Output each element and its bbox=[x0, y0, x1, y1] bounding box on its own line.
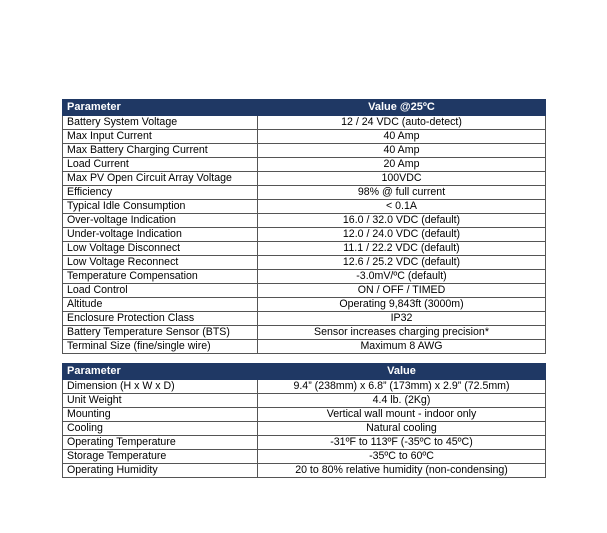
parameter-cell: Max Battery Charging Current bbox=[63, 144, 258, 158]
table-row bbox=[63, 200, 546, 214]
parameter-cell: Dimension (H x W x D) bbox=[63, 380, 258, 394]
value-cell: Maximum 8 AWG bbox=[258, 340, 546, 354]
value-cell: < 0.1A bbox=[258, 200, 546, 214]
table-row bbox=[63, 464, 546, 478]
parameter-cell: Max Input Current bbox=[63, 130, 258, 144]
parameter-cell: Battery Temperature Sensor (BTS) bbox=[63, 326, 258, 340]
value-cell: 11.1 / 22.2 VDC (default) bbox=[258, 242, 546, 256]
table-row bbox=[63, 380, 546, 394]
value-cell: 40 Amp bbox=[258, 130, 546, 144]
parameter-cell: Low Voltage Reconnect bbox=[63, 256, 258, 270]
value-cell: 12.0 / 24.0 VDC (default) bbox=[258, 228, 546, 242]
parameter-cell: Terminal Size (fine/single wire) bbox=[63, 340, 258, 354]
table-row bbox=[63, 312, 546, 326]
value-cell: ON / OFF / TIMED bbox=[258, 284, 546, 298]
electrical-specs-table bbox=[62, 99, 546, 354]
table-row bbox=[63, 450, 546, 464]
table-row bbox=[63, 326, 546, 340]
value-cell: Sensor increases charging precision* bbox=[258, 326, 546, 340]
parameter-cell: Max PV Open Circuit Array Voltage bbox=[63, 172, 258, 186]
table-row bbox=[63, 228, 546, 242]
parameter-cell: Enclosure Protection Class bbox=[63, 312, 258, 326]
table-row bbox=[63, 158, 546, 172]
parameter-cell: Over-voltage Indication bbox=[63, 214, 258, 228]
table-row bbox=[63, 284, 546, 298]
table-row bbox=[63, 130, 546, 144]
value-cell: -3.0mV/ºC (default) bbox=[258, 270, 546, 284]
parameter-cell: Temperature Compensation bbox=[63, 270, 258, 284]
table-row bbox=[63, 116, 546, 130]
parameter-cell: Low Voltage Disconnect bbox=[63, 242, 258, 256]
parameter-cell: Battery System Voltage bbox=[63, 116, 258, 130]
parameter-cell: Load Control bbox=[63, 284, 258, 298]
parameter-cell: Under-voltage Indication bbox=[63, 228, 258, 242]
parameter-cell: Cooling bbox=[63, 422, 258, 436]
parameter-cell: Mounting bbox=[63, 408, 258, 422]
value-cell: -35ºC to 60ºC bbox=[258, 450, 546, 464]
table-row bbox=[63, 186, 546, 200]
table-row bbox=[63, 172, 546, 186]
table-row bbox=[63, 242, 546, 256]
column-header-value: Value bbox=[258, 364, 546, 380]
value-cell: 20 to 80% relative humidity (non-condensing) bbox=[258, 464, 546, 478]
value-cell: 9.4” (238mm) x 6.8” (173mm) x 2.9” (72.5mm) bbox=[258, 380, 546, 394]
value-cell: -31ºF to 113ºF (-35ºC to 45ºC) bbox=[258, 436, 546, 450]
column-header-value: Value @25ºC bbox=[258, 100, 546, 116]
value-cell: Operating 9,843ft (3000m) bbox=[258, 298, 546, 312]
parameter-cell: Typical Idle Consumption bbox=[63, 200, 258, 214]
table-row bbox=[63, 298, 546, 312]
value-cell: 12.6 / 25.2 VDC (default) bbox=[258, 256, 546, 270]
table-row bbox=[63, 270, 546, 284]
table-row bbox=[63, 436, 546, 450]
parameter-cell: Storage Temperature bbox=[63, 450, 258, 464]
table-row bbox=[63, 144, 546, 158]
value-cell: 4.4 lb. (2Kg) bbox=[258, 394, 546, 408]
table-row bbox=[63, 256, 546, 270]
value-cell: 100VDC bbox=[258, 172, 546, 186]
parameter-cell: Load Current bbox=[63, 158, 258, 172]
column-header-parameter: Parameter bbox=[63, 364, 258, 380]
value-cell: 12 / 24 VDC (auto-detect) bbox=[258, 116, 546, 130]
table-row bbox=[63, 408, 546, 422]
value-cell: Vertical wall mount - indoor only bbox=[258, 408, 546, 422]
table-row bbox=[63, 214, 546, 228]
parameter-cell: Operating Temperature bbox=[63, 436, 258, 450]
table-header-row bbox=[63, 100, 546, 116]
parameter-cell: Efficiency bbox=[63, 186, 258, 200]
value-cell: 16.0 / 32.0 VDC (default) bbox=[258, 214, 546, 228]
table-row bbox=[63, 340, 546, 354]
column-header-parameter: Parameter bbox=[63, 100, 258, 116]
parameter-cell: Unit Weight bbox=[63, 394, 258, 408]
parameter-cell: Operating Humidity bbox=[63, 464, 258, 478]
table-row bbox=[63, 394, 546, 408]
parameter-cell: Altitude bbox=[63, 298, 258, 312]
table-header-row bbox=[63, 364, 546, 380]
value-cell: 40 Amp bbox=[258, 144, 546, 158]
value-cell: 20 Amp bbox=[258, 158, 546, 172]
value-cell: 98% @ full current bbox=[258, 186, 546, 200]
physical-specs-table bbox=[62, 363, 546, 478]
value-cell: Natural cooling bbox=[258, 422, 546, 436]
value-cell: IP32 bbox=[258, 312, 546, 326]
table-row bbox=[63, 422, 546, 436]
